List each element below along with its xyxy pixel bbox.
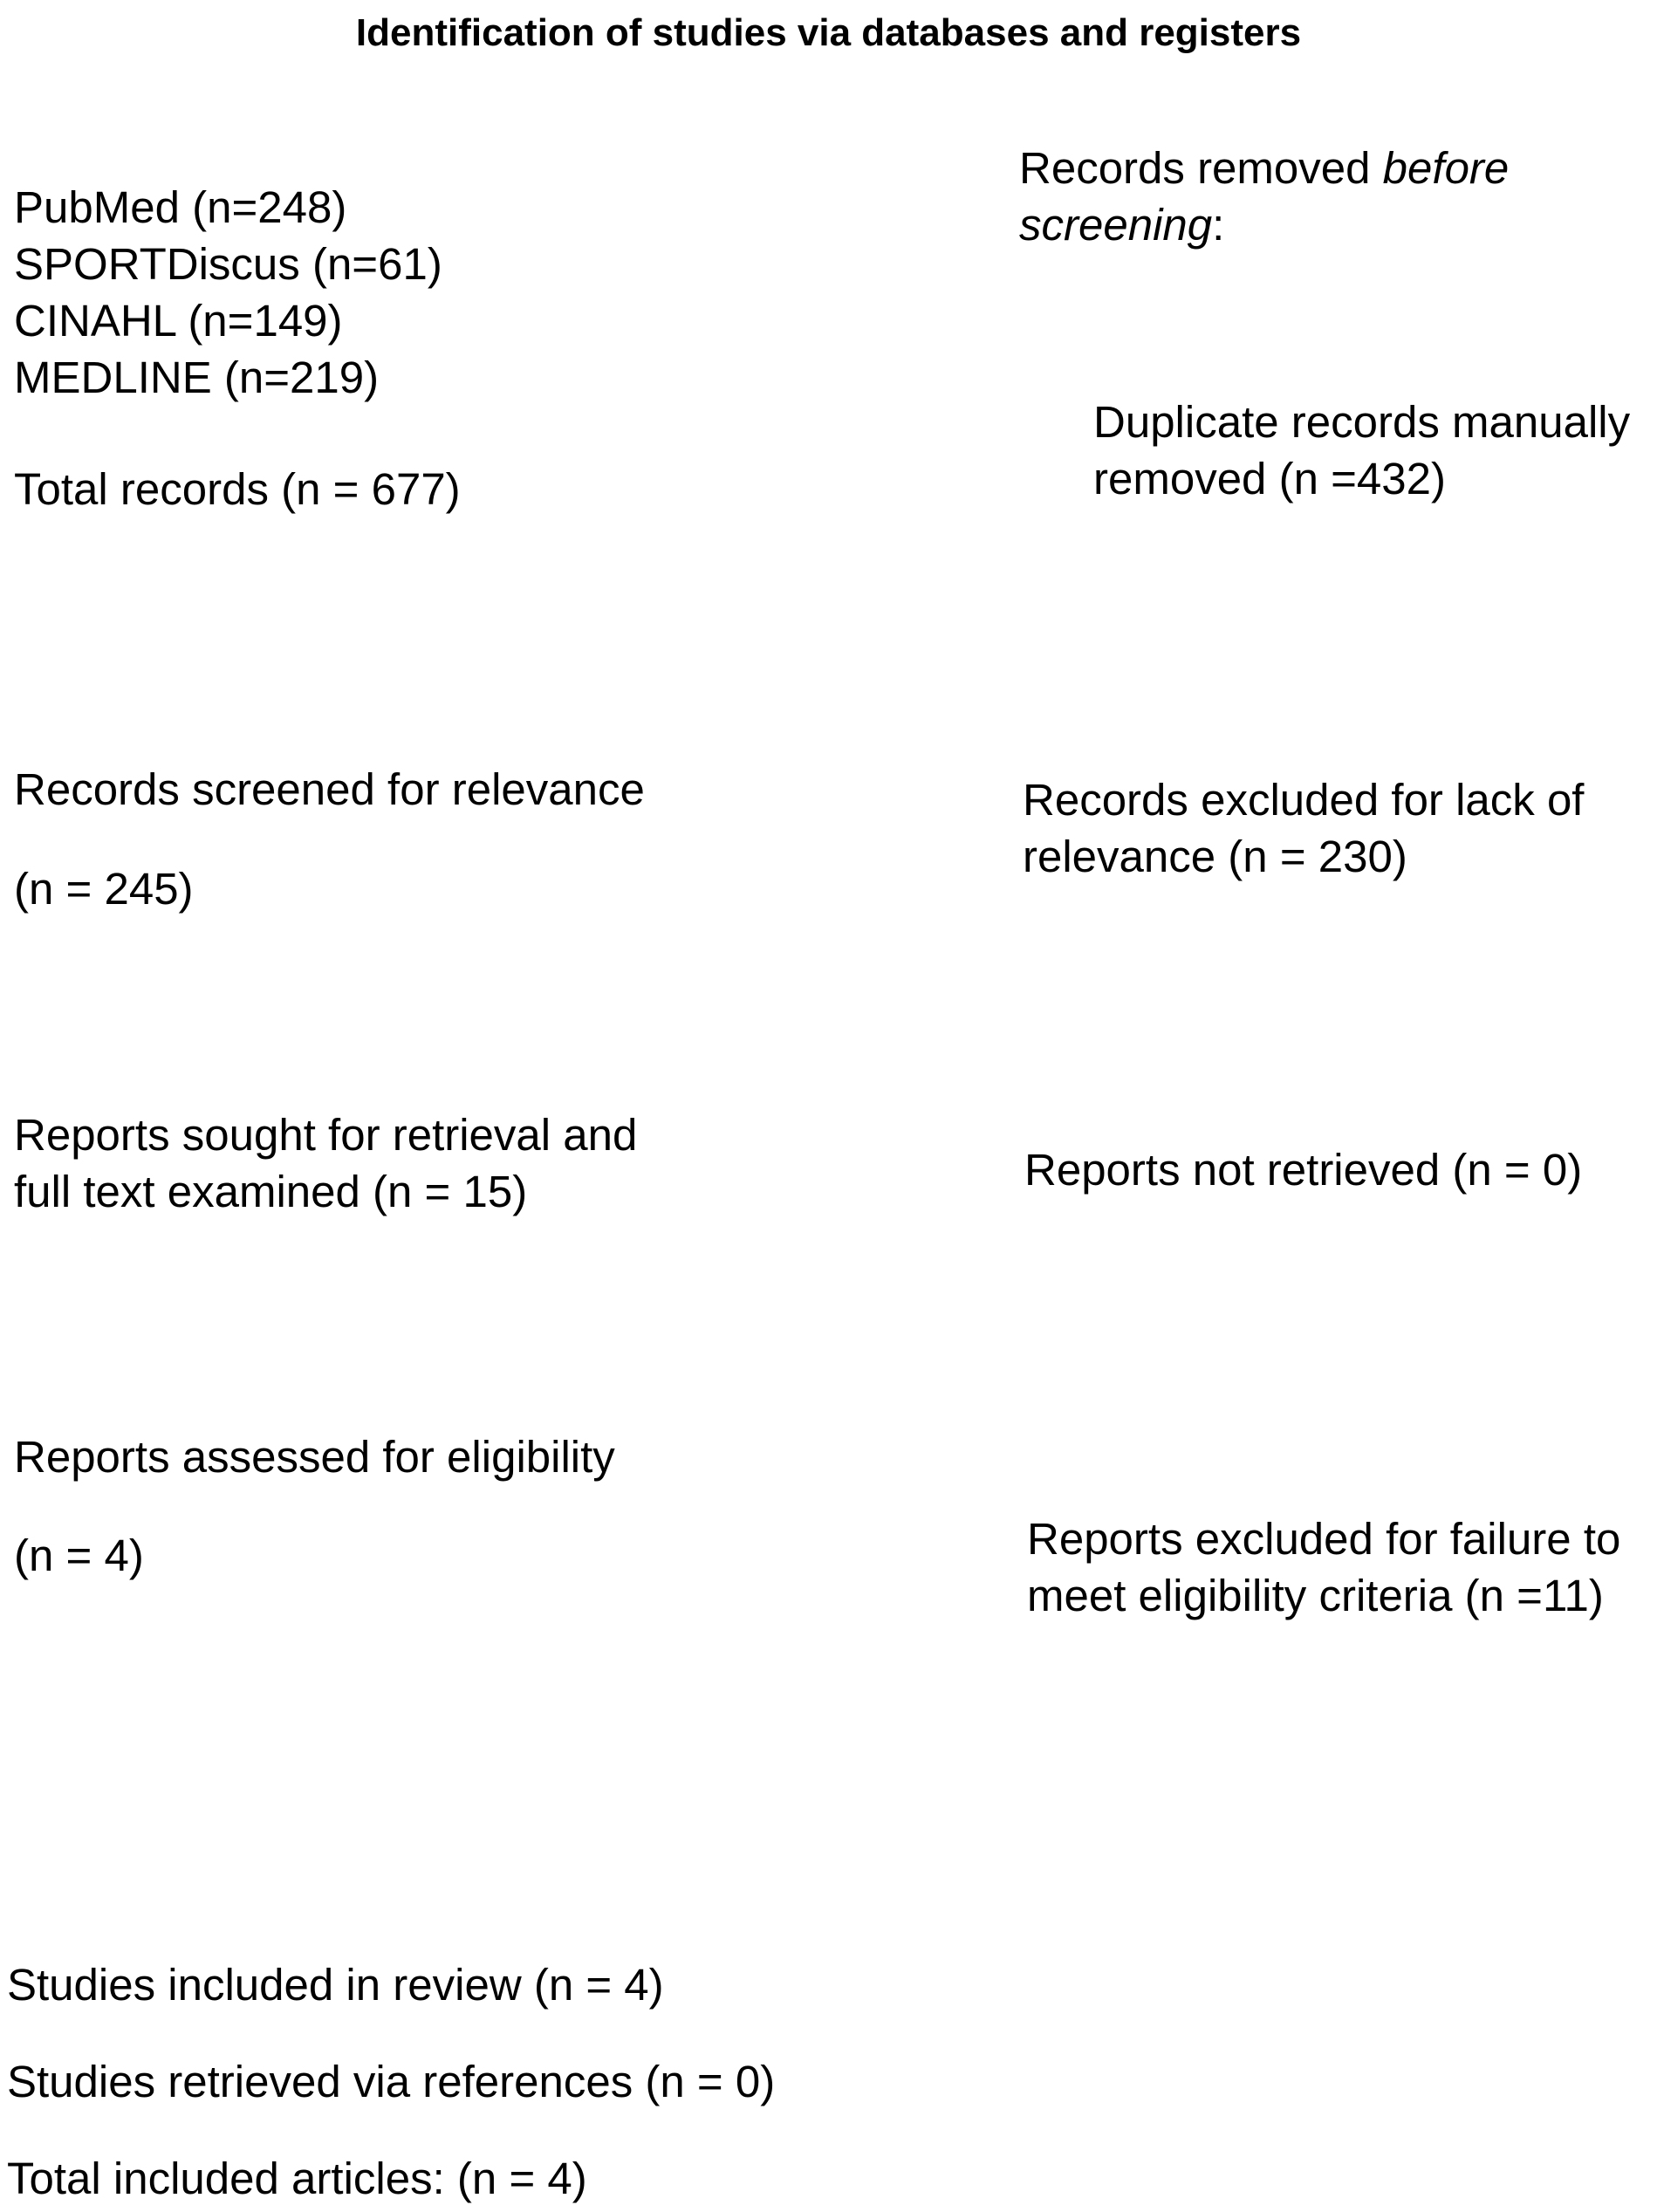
reports-excluded: [1027, 1510, 1620, 1624]
records-excluded: [1023, 771, 1584, 885]
database-list: [14, 179, 442, 406]
excluded-line2: relevance (n = 230): [1023, 832, 1407, 881]
database-medline: MEDLINE (n=219): [14, 353, 380, 402]
sought-line2: full text examined (n = 15): [14, 1167, 528, 1216]
total-included: Total included articles: (n = 4): [7, 2154, 587, 2203]
removed-label-prefix: Records removed: [1019, 143, 1383, 193]
studies-via-references: Studies retrieved via references (n = 0): [7, 2057, 776, 2106]
records-screened-count: (n = 245): [14, 864, 194, 914]
reports-not-retrieved: Reports not retrieved (n = 0): [1024, 1145, 1583, 1195]
studies-included: Studies included in review (n = 4): [7, 1960, 664, 2010]
duplicates-line1: Duplicate records manually: [1093, 397, 1631, 447]
removed-label-before: before: [1382, 143, 1510, 193]
reports-excluded-line1: Reports excluded for failure to: [1027, 1514, 1621, 1564]
removed-label-colon: :: [1212, 200, 1225, 250]
sought-line1: Reports sought for retrieval and: [14, 1110, 638, 1160]
duplicate-records: [1093, 394, 1630, 507]
database-cinahl: CINAHL (n=149): [14, 296, 343, 346]
reports-sought: [14, 1106, 637, 1220]
reports-assessed-label: Reports assessed for eligibility: [14, 1432, 615, 1482]
diagram-title: Identification of studies via databases and registers: [355, 11, 1302, 54]
reports-excluded-line2: meet eligibility criteria (n =11): [1027, 1571, 1604, 1620]
duplicates-line2: removed (n =432): [1093, 454, 1446, 503]
records-screened-label: Records screened for relevance: [14, 764, 645, 814]
total-records: Total records (n = 677): [14, 464, 461, 514]
database-pubmed: PubMed (n=248): [14, 182, 347, 232]
reports-assessed-count: (n = 4): [14, 1531, 144, 1580]
excluded-line1: Records excluded for lack of: [1023, 775, 1585, 825]
records-removed-heading: [1019, 140, 1509, 253]
database-sportdiscus: SPORTDiscus (n=61): [14, 239, 442, 289]
removed-label-screening: screening: [1019, 200, 1213, 250]
